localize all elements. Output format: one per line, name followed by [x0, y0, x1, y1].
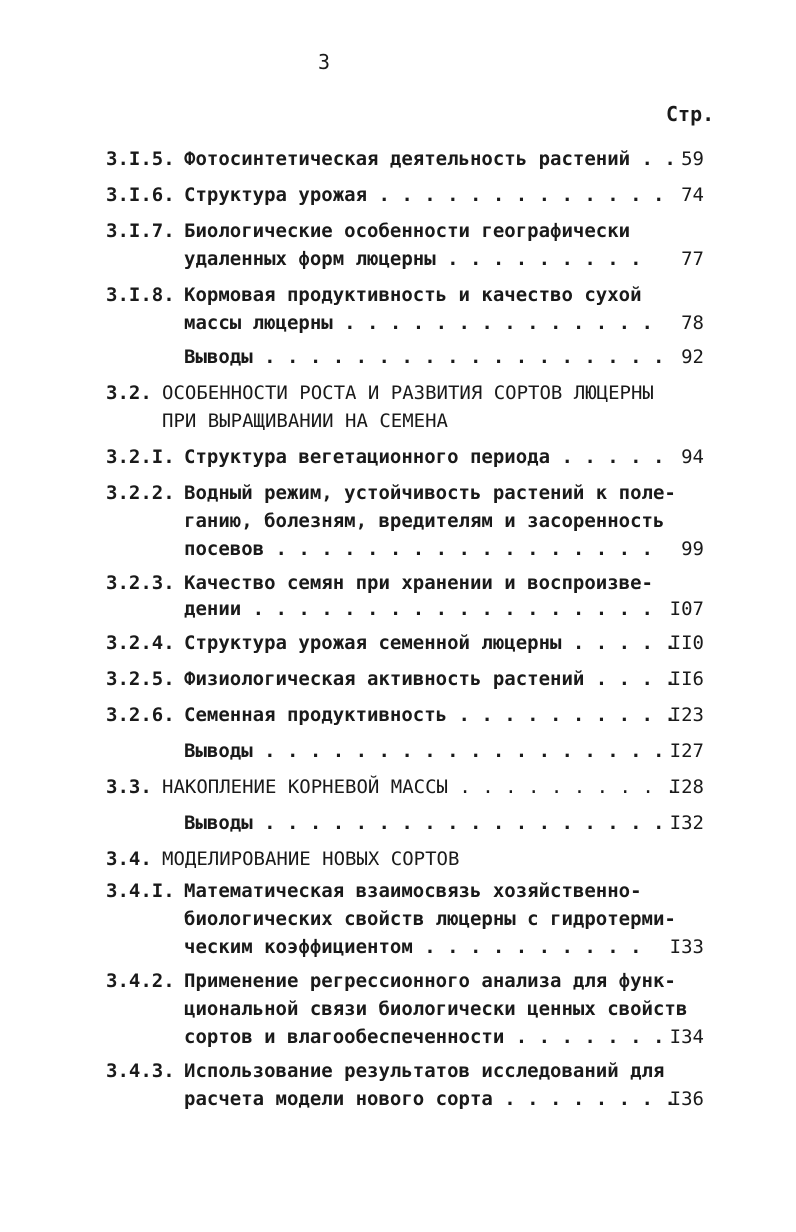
toc-entry-title: НАКОПЛЕНИЕ КОРНЕВОЙ МАССЫ . . . . . . . . . . [162, 776, 677, 798]
toc-entry-page: 77 [681, 248, 704, 270]
toc-entry-page: I34 [669, 1026, 704, 1048]
toc-entry-page: I36 [669, 1088, 704, 1110]
toc-entry-number: 3.2.3. [106, 572, 175, 594]
toc-entry-number: 3.4.2. [106, 970, 175, 992]
toc-entry-title: биологических свойств люцерны с гидротерми- [184, 908, 676, 930]
toc-entry-number: 3.2. [106, 382, 152, 404]
page-column-header: Стр. [666, 102, 715, 126]
toc-entry-number: 3.2.4. [106, 632, 175, 654]
toc-entry-title: Фотосинтетическая деятельность растений . . [184, 148, 676, 170]
toc-entry-number: 3.2.I. [106, 446, 175, 468]
toc-entry-title: Структура вегетационного периода . . . . . [184, 446, 665, 468]
toc-entry-number: 3.I.7. [106, 220, 175, 242]
toc-entry-number: 3.4.3. [106, 1060, 175, 1082]
toc-entry-page: 59 [681, 148, 704, 170]
toc-entry-page: 92 [681, 346, 704, 368]
toc-entry-title: Применение регрессионного анализа для функ- [184, 970, 676, 992]
toc-entry-page: 94 [681, 446, 704, 468]
toc-entry-number: 3.I.5. [106, 148, 175, 170]
toc-entry-title: МОДЕЛИРОВАНИЕ НОВЫХ СОРТОВ [162, 848, 460, 870]
toc-entry-page: II0 [669, 632, 704, 654]
toc-entry-title: расчета модели нового сорта . . . . . . . . [184, 1088, 676, 1110]
toc-entry-title: ОСОБЕННОСТИ РОСТА И РАЗВИТИЯ СОРТОВ ЛЮЦЕРНЫ [162, 382, 654, 404]
toc-entry-title: Выводы . . . . . . . . . . . . . . . . . . [184, 740, 665, 762]
toc-entry-title: Выводы . . . . . . . . . . . . . . . . . . [184, 812, 665, 834]
toc-entry-title: дении . . . . . . . . . . . . . . . . . . [184, 598, 653, 620]
toc-entry-number: 3.2.5. [106, 668, 175, 690]
toc-entry-title: Качество семян при хранении и воспроизве- [184, 572, 653, 594]
toc-entry-title: циональной связи биологически ценных свойств [184, 998, 688, 1020]
toc-entry-title: Кормовая продуктивность и качество сухой [184, 284, 642, 306]
toc-entry-number: 3.I.8. [106, 284, 175, 306]
toc-entry-title: ческим коэффициентом . . . . . . . . . . [184, 936, 642, 958]
page-number: 3 [318, 50, 331, 74]
toc-entry-number: 3.4. [106, 848, 152, 870]
toc-entry-title: Биологические особенности географически [184, 220, 631, 242]
toc-entry-title: Структура урожая . . . . . . . . . . . . . [184, 184, 665, 206]
toc-entry-number: 3.2.6. [106, 704, 175, 726]
toc-entry-title: сортов и влагообеспеченности . . . . . . . [184, 1026, 665, 1048]
toc-entry-title: Математическая взаимосвязь хозяйственно- [184, 880, 642, 902]
toc-entry-number: 3.3. [106, 776, 152, 798]
toc-entry-title: Использование результатов исследований для [184, 1060, 665, 1082]
toc-entry-title: Водный режим, устойчивость растений к поле- [184, 482, 676, 504]
toc-entry-page: II6 [669, 668, 704, 690]
toc-entry-title: Структура урожая семенной люцерны . . . . . [184, 632, 676, 654]
toc-entry-page: I33 [669, 936, 704, 958]
toc-entry-title: ПРИ ВЫРАЩИВАНИИ НА СЕМЕНА [162, 410, 448, 432]
toc-entry-page: I28 [669, 776, 704, 798]
toc-entry-page: I32 [669, 812, 704, 834]
toc-entry-page: 74 [681, 184, 704, 206]
toc-entry-page: I07 [669, 598, 704, 620]
toc-entry-title: удаленных форм люцерны . . . . . . . . . [184, 248, 642, 270]
toc-entry-page: I23 [669, 704, 704, 726]
toc-entry-title: массы люцерны . . . . . . . . . . . . . . [184, 312, 653, 334]
toc-entry-title: посевов . . . . . . . . . . . . . . . . . [184, 538, 653, 560]
toc-entry-title: Семенная продуктивность . . . . . . . . . . [184, 704, 676, 726]
toc-entry-title: ганию, болезням, вредителям и засоренность [184, 510, 665, 532]
toc-entry-page: 78 [681, 312, 704, 334]
toc-entry-page: I27 [669, 740, 704, 762]
toc-entry-page: 99 [681, 538, 704, 560]
toc-entry-number: 3.I.6. [106, 184, 175, 206]
toc-entry-title: Физиологическая активность растений . . . . [184, 668, 676, 690]
toc-entry-number: 3.2.2. [106, 482, 175, 504]
toc-entry-title: Выводы . . . . . . . . . . . . . . . . . . [184, 346, 665, 368]
toc-entry-number: 3.4.I. [106, 880, 175, 902]
